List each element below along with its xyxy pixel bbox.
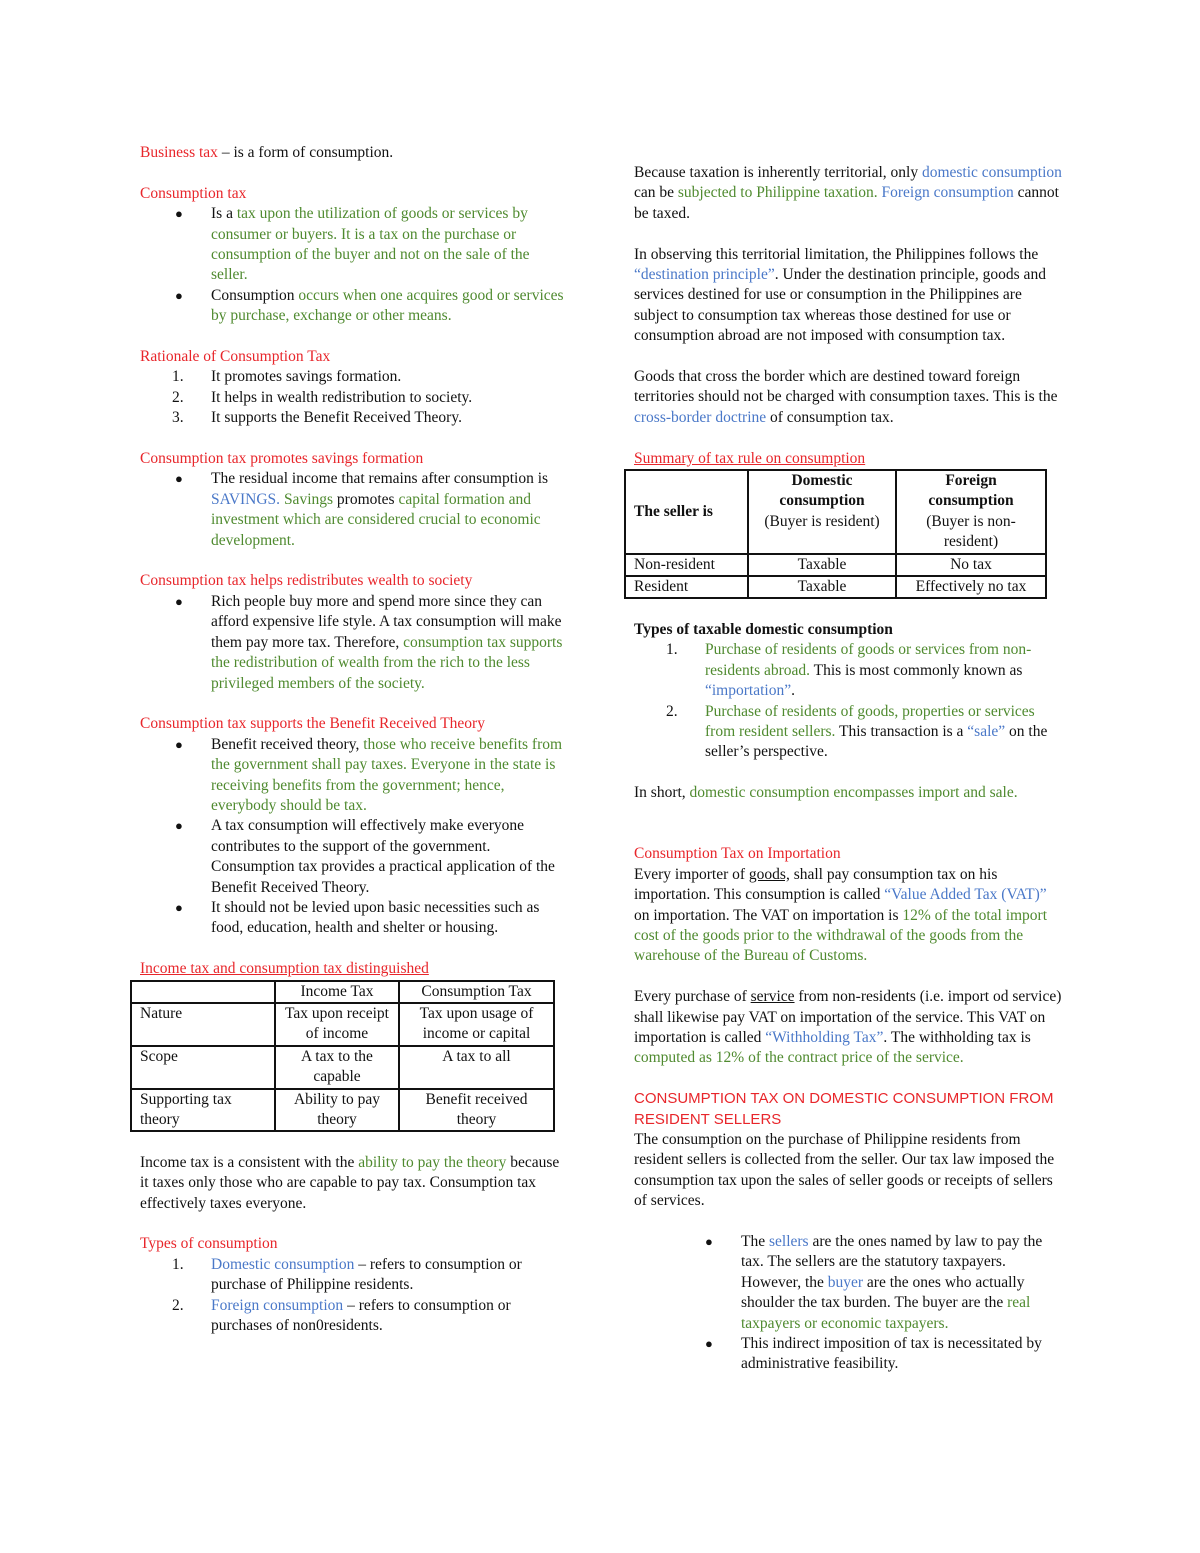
bullet-icon: ● bbox=[175, 899, 183, 915]
consumption-tax-bullets bbox=[140, 204, 565, 326]
list-item: ● Rich people buy more and spend more since they can afford expensive life style. A tax consumption will make them pay more tax. Therefore, consumption tax supports the redistribution of wealth from the rich to the less privileged members of the society. bbox=[175, 592, 563, 692]
income-tax-paragraph: Income tax is a consistent with the ability to pay the theory because it taxes only those who are capable to pay tax. Consumption tax effectively taxes everyone. bbox=[140, 1153, 560, 1212]
bullet-icon: ● bbox=[705, 1233, 713, 1249]
list-item: 1. Purchase of residents of goods or services from non-residents abroad. This is most commonly known as “importation”. bbox=[666, 641, 1032, 700]
rationale-list bbox=[140, 367, 565, 428]
table-row: Non-resident Taxable No tax bbox=[625, 554, 1046, 576]
list-item: ● It should not be levied upon basic necessities such as food, education, health and shelter or housing. bbox=[175, 898, 540, 937]
table-header-row: Income Tax Consumption Tax bbox=[131, 981, 554, 1003]
table-row: Scope A tax to the capable A tax to all bbox=[131, 1046, 554, 1089]
list-item: 3. It supports the Benefit Received Theory. bbox=[172, 409, 462, 427]
list-item: 2. Purchase of residents of goods, properties or services from resident sellers. This transaction is a “sale” on the seller’s perspective. bbox=[666, 702, 1048, 761]
domestic-heading: CONSUMPTION TAX ON DOMESTIC CONSUMPTION FROM RESIDENT SELLERS bbox=[634, 1090, 1054, 1128]
left-column bbox=[140, 143, 565, 1336]
summary-table bbox=[624, 469, 1047, 599]
border-paragraph: Goods that cross the border which are destined toward foreign territories should not be charged with consumption taxes. This is the cross-border doctrine of consumption tax. bbox=[634, 368, 1058, 426]
savings-heading: Consumption tax promotes savings formation bbox=[140, 450, 424, 468]
list-item: ● The residual income that remains after consumption is SAVINGS. Savings promotes capital formation and investment which are considered crucial to economic development. bbox=[175, 470, 549, 549]
benefit-heading: Consumption tax supports the Benefit Received Theory bbox=[140, 715, 485, 733]
list-item: ● A tax consumption will effectively make everyone contributes to the support of the government. Consumption tax provides a practical application of the Benefit Received Theory. bbox=[175, 817, 555, 896]
summary-heading: Summary of tax rule on consumption bbox=[634, 449, 866, 467]
list-item: 2. Foreign consumption – refers to consumption or purchases of non0residents. bbox=[172, 1296, 511, 1335]
right-column bbox=[634, 163, 1064, 1375]
table-row: Resident Taxable Effectively no tax bbox=[625, 576, 1046, 598]
table-row: Supporting tax theory Ability to pay theory Benefit received theory bbox=[131, 1089, 554, 1132]
importation-goods-paragraph: Every importer of goods, shall pay consumption tax on his importation. This consumption is called “Value Added Tax (VAT)” on importation. The VAT on importation is 12% of the total import cost of the goods prior to the withdrawal of the goods from the warehouse of the Bureau of Customs. bbox=[634, 865, 1048, 965]
bullet-icon: ● bbox=[705, 1336, 713, 1351]
consumption-tax-heading: Consumption tax bbox=[140, 184, 247, 202]
savings-bullets bbox=[140, 469, 565, 551]
benefit-bullets bbox=[140, 735, 565, 939]
list-item: ● Consumption occurs when one acquires good or services by purchase, exchange or other means. bbox=[175, 286, 564, 325]
destination-paragraph: In observing this territorial limitation, the Philippines follows the “destination principle”. Under the destination principle, goods and services destined for use or consumption in the Philippines are subject to consumption tax whereas those destined for use or consumption abroad are not imposed with consumption tax. bbox=[634, 245, 1046, 345]
list-item: ● The sellers are the ones named by law to pay the tax. The sellers are the statutory taxpayers. However, the buyer are the ones who actually shoulder the tax burden. The buyer are the real taxpayers or economic taxpayers. bbox=[705, 1232, 1043, 1332]
domestic-bullets bbox=[634, 1232, 1064, 1375]
list-item: ● Benefit received theory, those who receive benefits from the government shall pay taxes. Everyone in the state is receiving benefits from the government; hence, everybody should be tax. bbox=[175, 735, 563, 814]
bullet-icon: ● bbox=[175, 593, 183, 609]
redistribute-heading: Consumption tax helps redistributes wealth to society bbox=[140, 572, 473, 590]
domestic-paragraph: The consumption on the purchase of Philippine residents from resident sellers is collected from the seller. Our tax law imposed the consumption tax upon the sales of seller goods or receipts of sellers of services. bbox=[634, 1130, 1055, 1210]
types-heading: Types of consumption bbox=[140, 1235, 278, 1253]
bullet-icon: ● bbox=[175, 736, 183, 752]
taxable-types-list bbox=[634, 640, 1064, 762]
list-item: 2. It helps in wealth redistribution to society. bbox=[172, 388, 473, 406]
importation-heading: Consumption Tax on Importation bbox=[634, 845, 841, 863]
taxable-types-heading: Types of taxable domestic consumption bbox=[634, 620, 893, 638]
bullet-icon: ● bbox=[175, 287, 183, 303]
list-item: ● Is a tax upon the utilization of goods or services by consumer or buyers. It is a tax on the purchase or consumption of the buyer and not on the sale of the seller. bbox=[175, 205, 530, 284]
bullet-icon: ● bbox=[175, 206, 183, 222]
business-tax-definition: Business tax – is a form of consumption. bbox=[140, 144, 394, 161]
table-header-row: The seller is Domestic consumption (Buyer is resident) Foreign consumption (Buyer is non-resident) bbox=[625, 470, 1046, 554]
territorial-paragraph: Because taxation is inherently territorial, only domestic consumption can be subjected to Philippine taxation. Foreign consumption cannot be taxed. bbox=[634, 164, 1062, 222]
bullet-icon: ● bbox=[175, 818, 183, 834]
table-row: Nature Tax upon receipt of income Tax upon usage of income or capital bbox=[131, 1003, 554, 1046]
importation-service-paragraph: Every purchase of service from non-residents (i.e. import od service) shall likewise pay VAT on importation of the service. This VAT on importation is called “Withholding Tax”. The withholding tax is computed as 12% of the contract price of the service. bbox=[634, 988, 1062, 1067]
bullet-icon: ● bbox=[175, 471, 183, 487]
rationale-heading: Rationale of Consumption Tax bbox=[140, 348, 331, 366]
distinguished-heading: Income tax and consumption tax distinguished bbox=[140, 960, 429, 978]
list-item: ● This indirect imposition of tax is necessitated by administrative feasibility. bbox=[705, 1335, 1042, 1373]
income-vs-consumption-table bbox=[130, 980, 555, 1133]
types-list bbox=[140, 1255, 565, 1337]
list-item: 1. Domestic consumption – refers to consumption or purchase of Philippine residents. bbox=[172, 1255, 522, 1294]
redistribute-bullets bbox=[140, 592, 565, 694]
list-item: 1. It promotes savings formation. bbox=[172, 368, 402, 386]
in-short-paragraph: In short, domestic consumption encompasses import and sale. bbox=[634, 784, 1018, 802]
